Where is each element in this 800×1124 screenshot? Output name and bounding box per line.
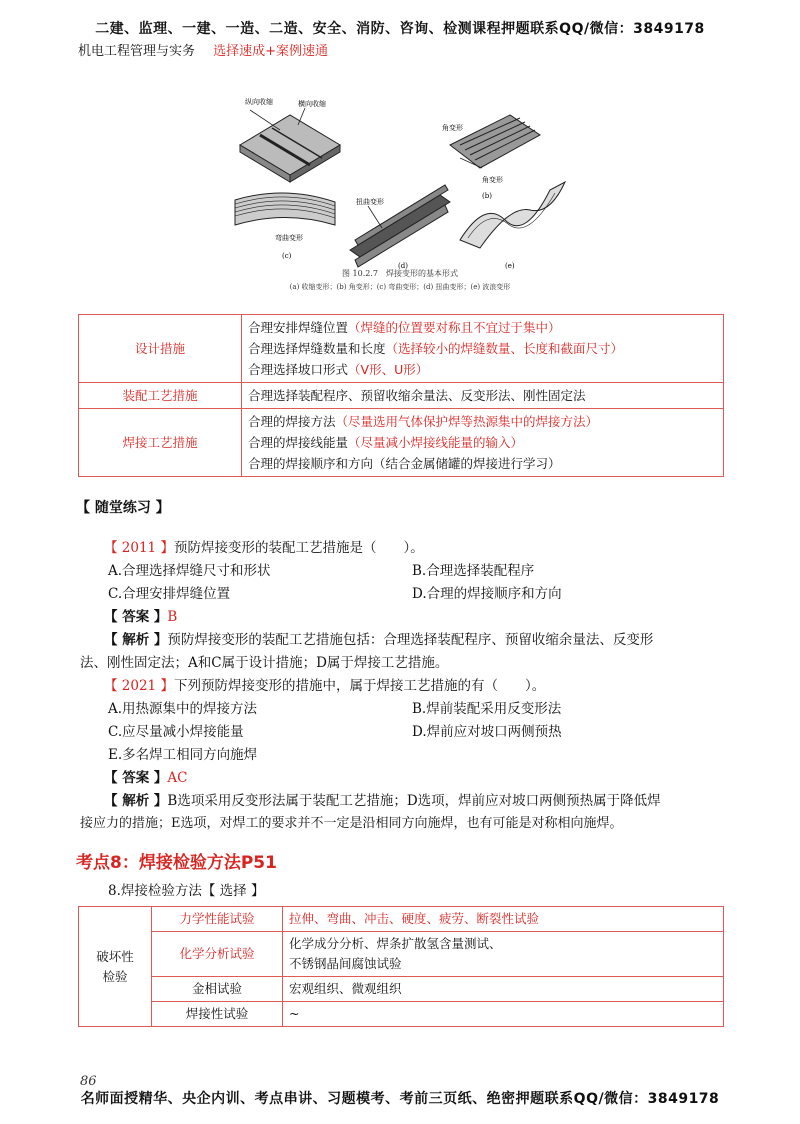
q1-analysis-line-1: 【 解析 】预防焊接变形的装配工艺措施包括：合理选择装配程序、预留收缩余量法、反变形: [104, 632, 654, 648]
q1-option-b: B.合理选择装配程序: [412, 563, 535, 579]
label-b: (b): [482, 192, 492, 200]
q2-option-c: C.应尽量减小焊接能量: [108, 724, 244, 740]
q2-option-b: B.焊前装配采用反变形法: [412, 701, 562, 717]
list-item: 合理选择焊缝数量和长度（选择较小的焊缝数量、长度和截面尺寸）: [248, 341, 624, 356]
row-items: [242, 315, 724, 383]
weld-inspection-table: [78, 906, 724, 1027]
table-row: [79, 383, 724, 409]
page-footer: 名师面授精华、央企内训、考点串讲、习题模考、考前三页纸、绝密押题联系QQ/微信：3849178: [80, 1091, 720, 1107]
q2-analysis-line-1: 【 解析 】B选项采用反变形法属于装配工艺措施；D选项，焊前应对坡口两侧预热属于降低焊: [104, 793, 661, 809]
label-d1: 扭曲变形: [356, 198, 384, 206]
q2-option-e: E.多名焊工相同方向施焊: [108, 747, 258, 763]
method-content: 宏观组织、微观组织: [283, 977, 724, 1002]
label-b1: 角变形: [442, 124, 463, 132]
practice-title: 【 随堂练习 】: [76, 500, 170, 516]
figure-c-bending: [235, 193, 335, 225]
label-a1: 纵向收缩: [245, 98, 273, 106]
q2-option-d: D.焊前应对坡口两侧预热: [412, 724, 562, 740]
page-header: 二建、监理、一建、一造、二造、安全、消防、咨询、检测课程押题联系QQ/微信：3849178: [95, 21, 705, 37]
row-items: [242, 383, 724, 409]
label-e: (e): [505, 262, 515, 270]
q1-analysis-line-2: 法、刚性固定法；A和C属于设计措施；D属于焊接工艺措施。: [80, 655, 449, 671]
row-category: 焊接工艺措施: [79, 409, 242, 477]
section-subheading: 8.焊接检验方法【 选择 】: [108, 883, 265, 899]
figure-caption-sub: (a) 收缩变形；(b) 角变形；(c) 弯曲变形；(d) 扭曲变形；(e) 波浪变形: [289, 283, 511, 291]
figure-e-wave: [460, 182, 565, 248]
list-item: 合理的焊接方法（尽量选用气体保护焊等热源集中的焊接方法）: [248, 414, 599, 429]
label-d: (d): [398, 262, 408, 270]
table-row: [79, 977, 724, 1002]
page-subheader: [78, 40, 328, 59]
label-c1: 弯曲变形: [275, 234, 303, 242]
table-row: [79, 1002, 724, 1027]
q2-analysis-line-2: 接应力的措施；E选项，对焊工的要求并不一定是沿相同方向施焊，也有可能是对称相向施焊。: [80, 816, 623, 831]
method-name: 力学性能试验: [152, 907, 283, 932]
row-items: [242, 409, 724, 477]
label-a2: 横向收缩: [298, 100, 326, 108]
table-row: [79, 932, 724, 977]
list-item: 合理选择坡口形式（V形、U形）: [248, 362, 429, 377]
label-b2: 角变形: [482, 176, 503, 184]
course-subtitle: 选择速成+案例速通: [213, 44, 329, 59]
table-row: [79, 409, 724, 477]
row-category: 装配工艺措施: [79, 383, 242, 409]
method-name: 化学分析试验: [152, 932, 283, 977]
question-2-stem: 【 2021 】下列预防焊接变形的措施中，属于焊接工艺措施的有（ ）。: [104, 678, 546, 694]
method-name: 焊接性试验: [152, 1002, 283, 1027]
page-number: 86: [80, 1074, 97, 1089]
list-item: 合理选择装配程序、预留收缩余量法、反变形法、刚性固定法: [248, 388, 586, 403]
question-1-stem: 【 2011 】预防焊接变形的装配工艺措施是（ ）。: [104, 540, 424, 556]
label-c: (c): [282, 252, 292, 260]
method-content: ~: [283, 1002, 724, 1027]
method-content: 化学成分分析、焊条扩散氢含量测试、 不锈钢晶间腐蚀试验: [283, 932, 724, 977]
deformation-measures-table: [78, 314, 724, 477]
figure-b-angular: [450, 115, 540, 168]
figure-a-shrinkage: [240, 108, 340, 182]
q1-option-a: A.合理选择焊缝尺寸和形状: [108, 563, 271, 579]
list-item: 合理安排焊缝位置（焊缝的位置要对称且不宜过于集中）: [248, 320, 561, 335]
method-content: 拉伸、弯曲、冲击、硬度、疲劳、断裂性试验: [283, 907, 724, 932]
q1-answer: 【 答案 】B: [104, 609, 178, 625]
q1-option-c: C.合理安排焊缝位置: [108, 586, 231, 602]
row-category: 设计措施: [79, 315, 242, 383]
subject-title: 机电工程管理与实务: [78, 44, 196, 59]
figure-caption: 图 10.2.7 焊接变形的基本形式: [342, 269, 458, 278]
section-heading: 考点8：焊接检验方法P51: [76, 853, 277, 873]
table-row: [79, 907, 724, 932]
table-row: [79, 315, 724, 383]
q2-option-a: A.用热源集中的焊接方法: [108, 701, 258, 717]
list-item: 合理的焊接顺序和方向（结合金属储罐的焊接进行学习）: [248, 456, 561, 471]
q1-option-d: D.合理的焊接顺序和方向: [412, 586, 562, 602]
list-item: 合理的焊接线能量（尽量减小焊接线能量的输入）: [248, 435, 524, 450]
q2-answer: 【 答案 】AC: [104, 770, 188, 786]
group-cell: 破坏性检验: [79, 907, 152, 1027]
method-name: 金相试验: [152, 977, 283, 1002]
